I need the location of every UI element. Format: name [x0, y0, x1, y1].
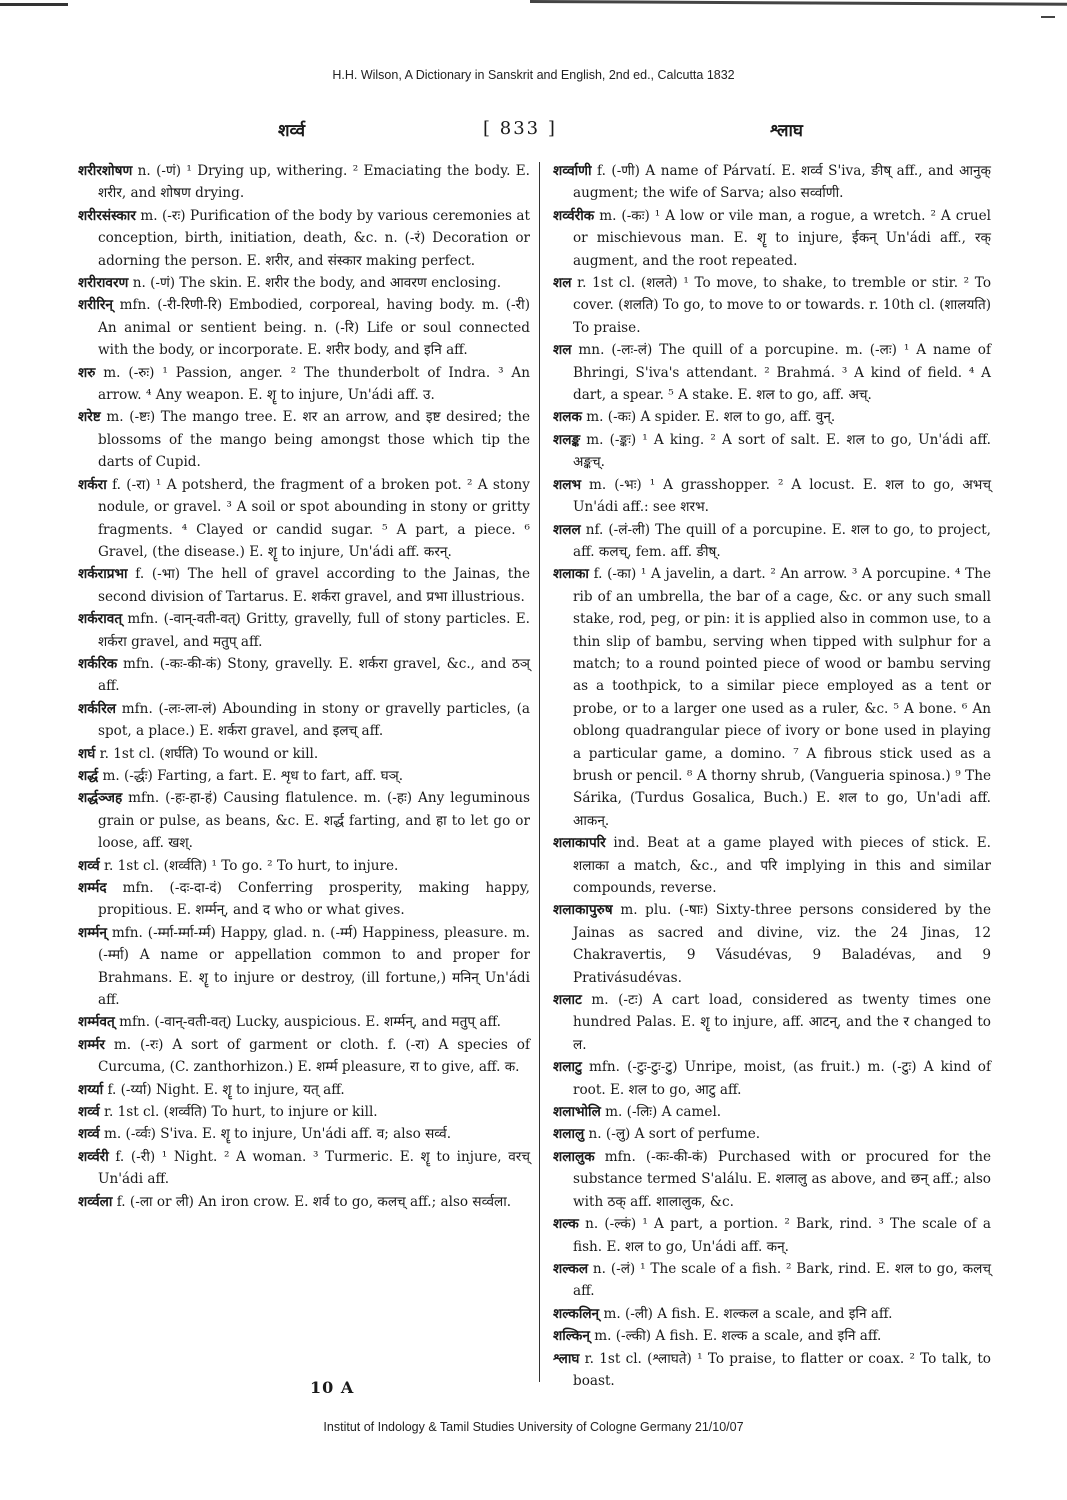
entry-headword: शलाकापुरुष	[553, 902, 613, 919]
entry-definition: mfn. (-र्म्मा-र्म्मा-र्म्म) Happy, glad. n. (-र्म्म) Happiness, pleasure. m. (-र्म्मा) A name or appellation common to and proper for Brahmans. E. शॄ to injure or destroy, (ill fortune,) मनिन् Un'ádi aff.	[98, 924, 530, 1009]
entry-definition: ind. Beat at a game played with pieces of stick. E. शलाका a match, &c., and परि implying in this and similar compounds, reverse.	[573, 835, 991, 896]
entry-headword: शल्किन्	[553, 1328, 590, 1345]
entry-headword: शलाट	[553, 992, 582, 1009]
entry-definition: m. (-र्व्वः) S'iva. E. शॄ to injure, Un'ádi aff. व; also सर्व्व.	[103, 1126, 452, 1143]
entry-headword: शलङ्क	[553, 431, 581, 448]
entry-definition: nf. (-लं-ली) The quill of a porcupine. E. शल to go, to project, aff. कलच्, fem. aff. ङीष्.	[573, 521, 992, 560]
entry-definition: m. (-रः) Purification of the body by various ceremonies at conception, birth, initiation, death, &c. n. (-रं) Decoration or adorning the person. E. शरीर, and संस्कार making perfect.	[98, 207, 530, 269]
scan-edge-mark	[530, 0, 1067, 6]
column-divider	[539, 162, 540, 1382]
dictionary-entry	[78, 294, 530, 361]
dictionary-entry	[553, 339, 991, 406]
entry-headword: श्लाघ	[553, 1350, 580, 1367]
dictionary-entry	[553, 1056, 991, 1101]
entry-headword: शलालुक	[553, 1148, 595, 1165]
entry-headword: शलाभोलि	[553, 1104, 601, 1121]
entry-headword: शरीरसंस्कार	[78, 207, 136, 224]
dictionary-entry	[553, 429, 991, 474]
dictionary-entry	[78, 160, 530, 205]
entry-headword: शल	[553, 275, 572, 292]
header-credit: H.H. Wilson, A Dictionary in Sanskrit and English, 2nd ed., Calcutta 1832	[332, 68, 735, 82]
entry-definition: m. (-ल्की) A fish. E. शल्क a scale, and इनि aff.	[594, 1328, 882, 1345]
entry-headword: शर्व्व	[78, 857, 100, 874]
entry-definition: r. 1st cl. (शर्व्वति) To hurt, to injure or kill.	[103, 1104, 378, 1121]
dictionary-entry	[553, 519, 991, 564]
dictionary-entry	[78, 1011, 530, 1033]
running-head-right: श्लाघ	[770, 121, 803, 141]
entry-definition: f. (-ला or ली) An iron crow. E. शर्व to go, कलच् aff.; also सर्व्वला.	[116, 1193, 512, 1210]
dictionary-entry	[78, 1146, 530, 1191]
dictionary-entry	[553, 1258, 991, 1303]
entry-definition: mfn. (-कः-की-कं) Stony, gravelly. E. शर्करा gravel, &c., and ठञ् aff.	[98, 655, 531, 695]
entry-definition: r. 1st cl. (शलते) ¹ To move, to shake, to tremble or stir. ² To cover. (शलति) To go, to move to or towards. r. 10th cl. (शालयति) To praise.	[573, 275, 992, 336]
entry-headword: शलक	[553, 409, 582, 426]
entry-definition: m. (-र्द्धः) Farting, a fart. E. शृध to fart, aff. घञ्.	[102, 767, 404, 784]
entry-definition: mfn. (-वान्-वती-वत्) Lucky, auspicious. E. शर्म्मन्, and मतुप् aff.	[119, 1014, 502, 1031]
entry-definition: mfn. (-वान्-वती-वत्) Gritty, gravelly, full of stony particles. E. शर्करा gravel, and मतुप् aff.	[98, 611, 530, 650]
entry-headword: शल	[553, 342, 572, 359]
dictionary-entry	[553, 1348, 991, 1393]
entry-definition: m. (-कः) ¹ A low or vile man, a rogue, a wretch. ² A cruel or mischievous man. E. शॄ to injure, ईकन् Un'ádi aff., रक् augment, and the root repeated.	[573, 207, 991, 269]
dictionary-entry	[78, 362, 530, 407]
entry-headword: शलभ	[553, 476, 582, 493]
dictionary-entry	[78, 272, 530, 294]
entry-definition: r. 1st cl. (शर्घति) To wound or kill.	[99, 745, 319, 762]
entry-headword: शर्कराप्रभा	[78, 566, 128, 583]
dictionary-entry	[78, 563, 530, 608]
entry-definition: mfn. (-लः-ला-लं) Abounding in stony or gravelly particles, (a spot, a place.) E. शर्करा gravel, and इलच् aff.	[98, 700, 530, 740]
left-column	[78, 160, 530, 1213]
dictionary-entry	[78, 787, 530, 854]
entry-headword: शर्म्मद	[78, 880, 107, 896]
entry-definition: f. (-री) ¹ Night. ² A woman. ³ Turmeric. E. शॄ to injure, वरच् Un'ádi aff.	[98, 1148, 530, 1188]
entry-headword: शल्कल	[553, 1260, 589, 1277]
dictionary-entry	[553, 1303, 991, 1325]
dictionary-entry	[78, 653, 530, 698]
entry-headword: शर्म्मवत्	[78, 1014, 115, 1031]
dictionary-entry	[78, 406, 530, 473]
dictionary-entry	[553, 832, 991, 899]
entry-definition: m. (-ष्टः) The mango tree. E. शर an arrow, and इष्ट desired; the blossoms of the mango being amongst those which tip the darts of Cupid.	[98, 409, 530, 471]
entry-headword: शल्क	[553, 1216, 579, 1233]
entry-definition: f. (-र्य्या) Night. E. शॄ to injure, यत् aff.	[107, 1081, 345, 1098]
entry-headword: शल्कलिन्	[553, 1305, 600, 1322]
entry-definition: mfn. (-री-रिणी-रि) Embodied, corporeal, having body. m. (-री) An animal or sentient being. n. (-रि) Life or soul connected with the body, or incorporate. E. शरीर body, and इनि aff.	[98, 297, 531, 359]
dictionary-entry	[553, 1325, 991, 1347]
entry-headword: शर्व्व	[78, 1126, 100, 1143]
entry-headword: शरेष्ट	[78, 409, 101, 426]
entry-definition: m. (-ङ्कः) ¹ A king. ² A sort of salt. E. शल to go, Un'ádi aff. अङ्कच्.	[573, 431, 991, 471]
dictionary-entry	[78, 765, 530, 787]
entry-headword: शर्करावत्	[78, 611, 123, 628]
dictionary-entry	[553, 989, 991, 1056]
dictionary-entry	[553, 1101, 991, 1123]
entry-headword: शर्म्मन्	[78, 924, 107, 941]
entry-definition: mfn. (-दः-दा-दं) Conferring prosperity, making happy, propitious. E. शर्म्मन्, and द who or what gives.	[98, 880, 530, 919]
entry-definition: f. (-का) ¹ A javelin, a dart. ² An arrow. ³ A porcupine. ⁴ The rib of an umbrella, the bar of a cage, &c. or any such small stake, rod, peg, or pin: it is applied also in common use, to a thin slip of bambu, serving when tipped with sulphur for a match; to a round pointed piece of wood or bambu serving as a toothpick, to a similar piece employed as a tent or probe, or to a larger one used as a ruler, &c. ⁵ A bone. ⁶ An oblong quadrangular piece of ivory or bone used in playing a particular game, a domino. ⁷ A fibrous stick used as a brush or pencil. ⁸ A thorny shrub, (Vangueria spinosa.) ⁹ The Sárika, (Turdus Gosalica, Buch.) E. शल to go, Un'adi aff. आकन्.	[573, 566, 991, 829]
entry-definition: m. plu. (-षाः) Sixty-three persons considered by the Jainas as sacred and divine, viz. the 24 Jinas, 12 Chakravertis, 9 Vásudévas, 9 Baladévas, and 9 Prativásudévas.	[573, 902, 991, 986]
entry-headword: शर्य्या	[78, 1081, 104, 1098]
dictionary-entry	[553, 205, 991, 272]
entry-headword: शलाटु	[553, 1059, 582, 1076]
entry-headword: शरु	[78, 364, 96, 381]
dictionary-entry	[553, 406, 991, 428]
dictionary-entry	[78, 1123, 530, 1145]
entry-definition: n. (-लु) A sort of perfume.	[588, 1126, 761, 1143]
dictionary-entry	[553, 474, 991, 519]
dictionary-entry	[553, 563, 991, 832]
entry-headword: शलालु	[553, 1126, 585, 1143]
dictionary-entry	[553, 1123, 991, 1145]
entry-headword: शर्व्व	[78, 1104, 100, 1121]
footer-credit: Institut of Indology & Tamil Studies University of Cologne Germany 21/10/07	[323, 1420, 744, 1434]
entry-definition: m. (-टः) A cart load, considered as twenty times one hundred Palas. E. शॄ to injure, aff. आटन्, and the र changed to ल.	[573, 992, 991, 1053]
entry-definition: m. (-ली) A fish. E. शल्कल a scale, and इनि aff.	[603, 1305, 893, 1322]
entry-definition: f. (-णी) A name of Párvatí. E. शर्व्व S'iva, ङीष् aff., and आनुक् augment; the wife of Sarva; also सर्व्वाणी.	[573, 163, 991, 202]
dictionary-entry	[78, 698, 530, 743]
dictionary-entry	[78, 1034, 530, 1079]
entry-headword: शरीरशोषण	[78, 163, 133, 179]
entry-definition: m. (-रः) A sort of garment or cloth. f. (-रा) A species of Curcuma, (C. zanthorhizon.) E. शर्म्म pleasure, रा to give, aff. क.	[98, 1036, 530, 1076]
entry-headword: शर्करा	[78, 476, 107, 493]
entry-headword: शलल	[553, 521, 581, 538]
scan-edge-mark	[0, 3, 68, 6]
entry-headword: शरीरिन्	[78, 297, 113, 314]
entry-definition: n. (-ल्कं) ¹ A part, a portion. ² Bark, rind. ³ The scale of a fish. E. शल to go, Un'ádi aff. कन्.	[573, 1216, 991, 1255]
entry-headword: शर्म्मर	[78, 1036, 105, 1053]
entry-headword: शर्घ	[78, 745, 96, 762]
entry-headword: शलाकापरि	[553, 835, 606, 852]
dictionary-entry	[78, 743, 530, 765]
scan-edge-mark	[1041, 16, 1055, 18]
entry-definition: f. (-रा) ¹ A potsherd, the fragment of a broken pot. ² A stony nodule, or gravel. ³ A soil or spot abounding in stony or gritty fragments. ⁴ Clayed or candid sugar. ⁵ A part, a piece. ⁶ Gravel, (the disease.) E. शॄ to injure, Un'ádi aff. करन्.	[98, 476, 530, 560]
entry-headword: शर्द्ध	[78, 767, 99, 784]
dictionary-entry	[78, 474, 530, 564]
entry-headword: शर्करिल	[78, 700, 116, 717]
dictionary-entry	[78, 1079, 530, 1101]
entry-definition: m. (-भः) ¹ A grasshopper. ² A locust. E. शल to go, अभच् Un'ádi aff.: see शरभ.	[573, 476, 991, 516]
entry-definition: r. 1st cl. (शर्व्वति) ¹ To go. ² To hurt, to injure.	[103, 857, 399, 874]
entry-headword: शरीरावरण	[78, 275, 129, 292]
entry-definition: f. (-भा) The hell of gravel according to the Jainas, the second division of Tartarus. E. शर्करा gravel, and प्रभा illustrious.	[98, 566, 531, 605]
entry-definition: m. (-लिः) A camel.	[605, 1104, 722, 1121]
dictionary-entry	[553, 1213, 991, 1258]
entry-definition: m. (-रुः) ¹ Passion, anger. ² The thunderbolt of Indra. ³ An arrow. ⁴ Any weapon. E. शॄ to injure, Un'ádi aff. उ.	[98, 364, 530, 404]
entry-headword: शर्व्वला	[78, 1193, 113, 1210]
entry-headword: शर्करिक	[78, 655, 118, 672]
entry-definition: mfn. (-टुः-टुः-टु) Unripe, moist, (as fruit.) m. (-टुः) A kind of root. E. शल to go, आटु aff.	[573, 1059, 991, 1098]
dictionary-entry	[78, 877, 530, 922]
entry-definition: n. (-लं) ¹ The scale of a fish. ² Bark, rind. E. शल to go, कलच् aff.	[573, 1260, 991, 1300]
right-column	[553, 160, 991, 1392]
dictionary-entry	[78, 205, 530, 272]
dictionary-entry	[553, 899, 991, 989]
entry-definition: n. (-णं) The skin. E. शरीर the body, and आवरण enclosing.	[132, 275, 502, 292]
entry-definition: n. (-णं) ¹ Drying up, withering. ² Emaciating the body. E. शरीर, and शोषण drying.	[98, 163, 530, 202]
running-head-left: शर्व्व	[278, 121, 306, 141]
dictionary-entry	[553, 160, 991, 205]
dictionary-entry	[78, 855, 530, 877]
entry-headword: शर्व्वरीक	[553, 207, 595, 224]
dictionary-entry	[78, 922, 530, 1012]
signature-mark: 10 A	[310, 1378, 355, 1397]
entry-definition: mfn. (-कः-की-कं) Purchased with or procured for the substance termed S'alálu. E. शलालु as above, and छन् aff.; also with ठक् aff. शालालुक, &c.	[573, 1148, 991, 1210]
entry-headword: शर्व्वाणी	[553, 163, 592, 179]
entry-definition: mfn. (-हः-हा-हं) Causing flatulence. m. (-हः) Any leguminous grain or pulse, as beans, &c. E. शर्द्ध farting, and हा to let go or loose, aff. खश्.	[98, 790, 530, 852]
entry-headword: शर्द्धञ्जह	[78, 790, 123, 807]
entry-definition: mn. (-लः-लं) The quill of a porcupine. m. (-लः) ¹ A name of Bhringi, S'iva's attendant. ² Brahmá. ³ A kind of field. ⁴ A dart, a spear. ⁵ A stake. E. शल to go, aff. अच्.	[573, 342, 991, 404]
dictionary-entry	[78, 1191, 530, 1213]
dictionary-entry	[78, 1101, 530, 1123]
entry-definition: r. 1st cl. (श्लाघते) ¹ To praise, to flatter or coax. ² To talk, to boast.	[573, 1350, 991, 1389]
dictionary-entry	[78, 608, 530, 653]
dictionary-entry	[553, 1146, 991, 1213]
entry-headword: शर्व्वरी	[78, 1148, 109, 1165]
dictionary-entry	[553, 272, 991, 339]
page-number: [ 833 ]	[483, 118, 557, 139]
entry-headword: शलाका	[553, 566, 589, 583]
entry-definition: m. (-कः) A spider. E. शल to go, aff. वुन्.	[586, 409, 836, 426]
